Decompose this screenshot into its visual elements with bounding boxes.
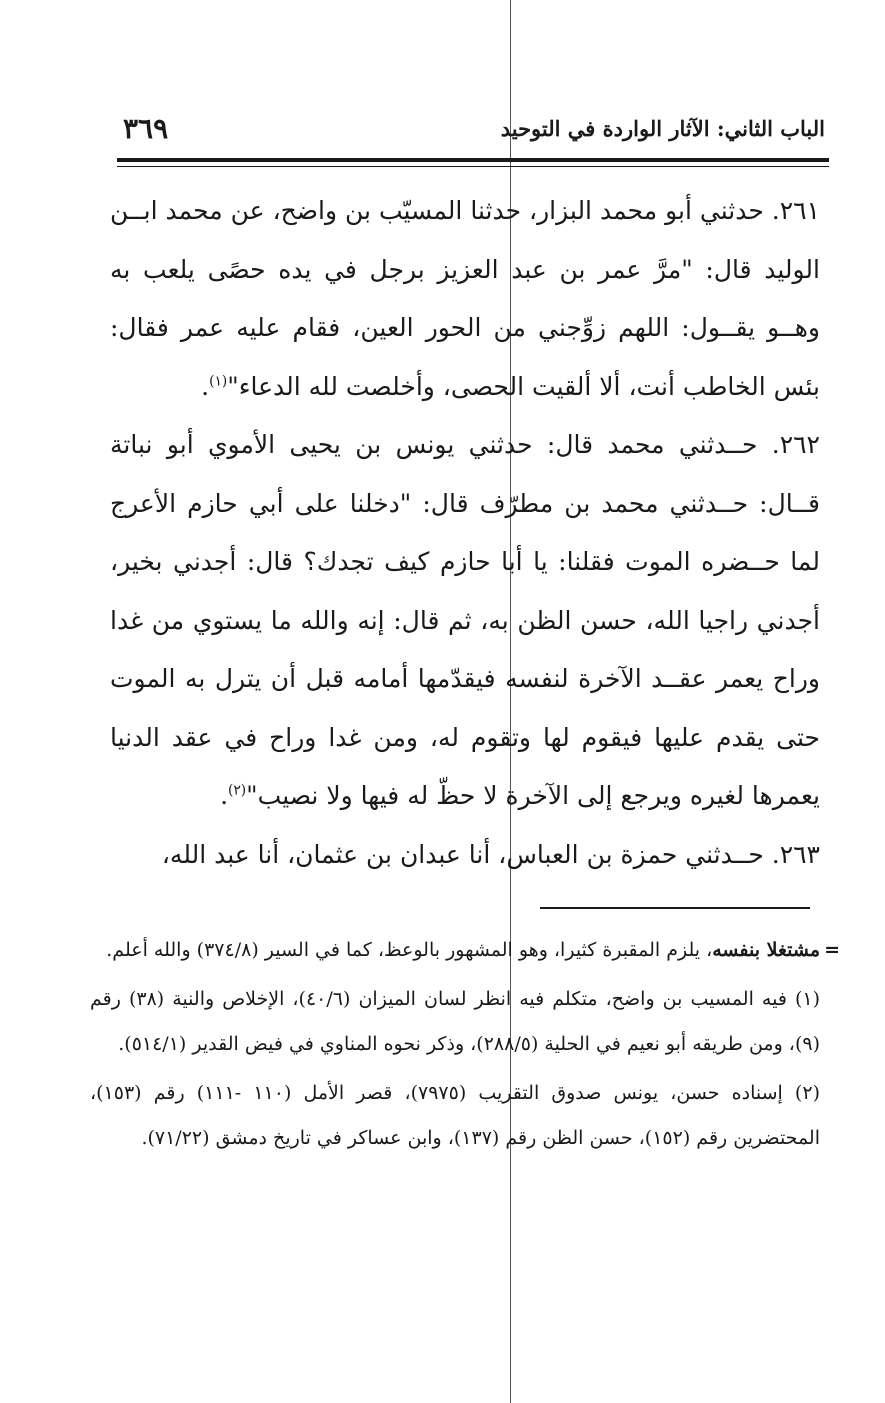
main-text: [110, 182, 820, 884]
footnote-bold-phrase: مشتغلا بنفسه: [712, 939, 820, 961]
footnote-ref: (١): [209, 373, 228, 390]
continuation-mark: =: [824, 939, 840, 961]
header-rule-thin: [117, 166, 829, 167]
narration-261: [110, 182, 820, 416]
header-rule-thick: [117, 158, 829, 162]
paragraph-text: ٢٦٢. حــدثني محمد قال: حدثني يونس بن يحيى الأموي أبو نباتة قــال: حــدثني محمد بن مطرّف قال: "دخلنا على أبي حازم الأعرج لما حــضره الموت فقلنا: يا أبا حازم كيف تجدك؟ قال: أجدني بخير، أجدني راجيا الله، حسن الظن به، ثم قال: إنه والله ما يستوي من غدا وراح يعمر عقــد الآخرة لنفسه فيقدّمها أمامه قبل أن يترل به الموت حتى يقدم عليها فيقوم لها وتقوم له، ومن غدا وراح في عقد الدنيا يعمرها لغيره ويرجع إلى الآخرة لا حظّ له فيها ولا نصيب": [110, 430, 820, 810]
footnote-continuation: [90, 928, 840, 973]
footnote-ref: (٢): [228, 782, 247, 799]
page-number: ٣٦٩: [123, 112, 169, 145]
narration-262: [110, 416, 820, 826]
footnote-separator: [540, 907, 810, 909]
paragraph-text: ٢٦١. حدثني أبو محمد البزار، حدثنا المسيّب بن واضح، عن محمد ابــن الوليد قال: "مرَّ عمر بن عبد العزيز برجل في يده حصًى يلعب به وهــو يقــول: اللهم زوِّجني من الحور العين، فقام عليه عمر فقال: بئس الخاطب أنت، ألا ألقيت الحصى، وأخلصت لله الدعاء": [110, 196, 820, 401]
paragraph-end: .: [201, 371, 210, 401]
paragraph-text: ٢٦٣. حــدثني حمزة بن العباس، أنا عبدان بن عثمان، أنا عبد الله،: [161, 839, 820, 869]
running-header: [115, 112, 825, 154]
footnotes: [90, 928, 840, 1165]
footnote-1: (١) فيه المسيب بن واضح، متكلم فيه انظر لسان الميزان (٤٠/٦)، الإخلاص والنية (٣٨) رقم (٩)، ومن طريقه أبو نعيم في الحلية (٢٨٨/٥)، وذكر نحوه المناوي في فيض القدير (٥١٤/١).: [90, 988, 821, 1055]
footnote-2: (٢) إسناده حسن، يونس صدوق التقريب (٧٩٧٥)، قصر الأمل (١١٠ -١١١) رقم (١٥٣)، المحتضرين رقم (١٥٢)، حسن الظن رقم (١٣٧)، وابن عساكر في تاريخ دمشق (٧١/٢٢).: [90, 1082, 820, 1149]
narration-263: [110, 826, 820, 885]
chapter-title: الباب الثاني: الآثار الواردة في التوحيد: [500, 116, 825, 141]
paragraph-end: .: [220, 781, 229, 810]
footnote-continuation-text: ، يلزم المقبرة كثيرا، وهو المشهور بالوعظ، كما في السير (٣٧٤/٨) والله أعلم.: [106, 939, 713, 961]
